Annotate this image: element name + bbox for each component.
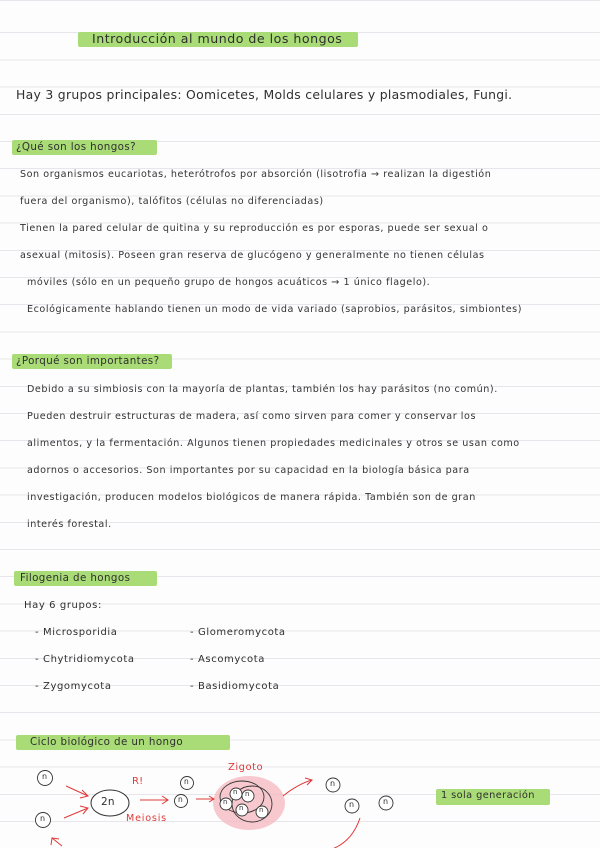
zygote-nucleus-label: n <box>245 790 250 798</box>
section2-line: investigación, producen modelos biológicos de manera rápida. También son de gran <box>27 492 476 503</box>
generation-note: 1 sola generación <box>441 790 535 801</box>
phylum-list-item: - Glomeromycota <box>190 627 286 638</box>
zygote-nucleus-label: n <box>233 788 238 796</box>
section1-line: Son organismos eucariotas, heterótrofos por absorción (lisotrofia → realizan la digestión <box>20 169 492 180</box>
haploid-label: n <box>40 814 46 823</box>
haploid-label: n <box>178 795 183 804</box>
section1-line: fuera del organismo), talófitos (células no diferenciadas) <box>20 196 324 207</box>
haploid-label: n <box>383 797 389 806</box>
section1-line: Tienen la pared celular de quitina y su reproducción es por esporas, puede ser sexual o <box>20 223 489 234</box>
section3-heading: Filogenia de hongos <box>20 572 131 584</box>
phylum-list-item: - Chytridiomycota <box>35 654 135 665</box>
phylum-list-item: - Basidiomycota <box>190 681 280 692</box>
section2-line: adornos o accesorios. Son importantes por su capacidad en la biología básica para <box>27 465 470 476</box>
section1-line: asexual (mitosis). Poseen gran reserva de glucógeno y generalmente no tienen células <box>20 250 485 261</box>
section4-heading: Ciclo biológico de un hongo <box>30 736 184 748</box>
diploid-label: 2n <box>101 796 115 808</box>
zigoto-label: Zigoto <box>228 762 264 773</box>
section2-heading: ¿Porqué son importantes? <box>16 355 160 367</box>
zygote-nucleus-label: n <box>239 804 244 812</box>
section2-line: interés forestal. <box>27 519 112 530</box>
section1-heading: ¿Qué son los hongos? <box>16 141 136 153</box>
page-title: Introducción al mundo de los hongos <box>92 31 343 46</box>
phylum-list-item: - Zygomycota <box>35 681 112 692</box>
haploid-label: n <box>330 779 336 788</box>
meiosis-label: Meiosis <box>126 813 167 824</box>
section3-intro: Hay 6 grupos: <box>24 600 102 611</box>
phylum-list-item: - Ascomycota <box>190 654 265 665</box>
zygote-nucleus-label: n <box>259 806 264 814</box>
section1-line: Ecológicamente hablando tienen un modo de vida variado (saprobios, parásitos, simbiontes) <box>27 304 522 315</box>
section2-line: Pueden destruir estructuras de madera, así como sirven para comer y conservar los <box>27 411 476 422</box>
section2-line: alimentos, y la fermentación. Algunos tienen propiedades medicinales y otros se usan como <box>27 438 520 449</box>
ri-label: R! <box>132 776 144 787</box>
phylum-list-item: - Microsporidia <box>35 627 118 638</box>
section1-line: móviles (sólo en un pequeño grupo de hongos acuáticos → 1 único flagelo). <box>27 277 431 288</box>
haploid-label: n <box>184 777 189 786</box>
section2-line: Debido a su simbiosis con la mayoría de plantas, también los hay parásitos (no común). <box>27 384 498 395</box>
haploid-label: n <box>349 800 355 809</box>
haploid-label: n <box>42 772 48 781</box>
zygote-nucleus-label: n <box>223 798 228 806</box>
intro-text: Hay 3 grupos principales: Oomicetes, Molds celulares y plasmodiales, Fungi. <box>16 87 513 102</box>
